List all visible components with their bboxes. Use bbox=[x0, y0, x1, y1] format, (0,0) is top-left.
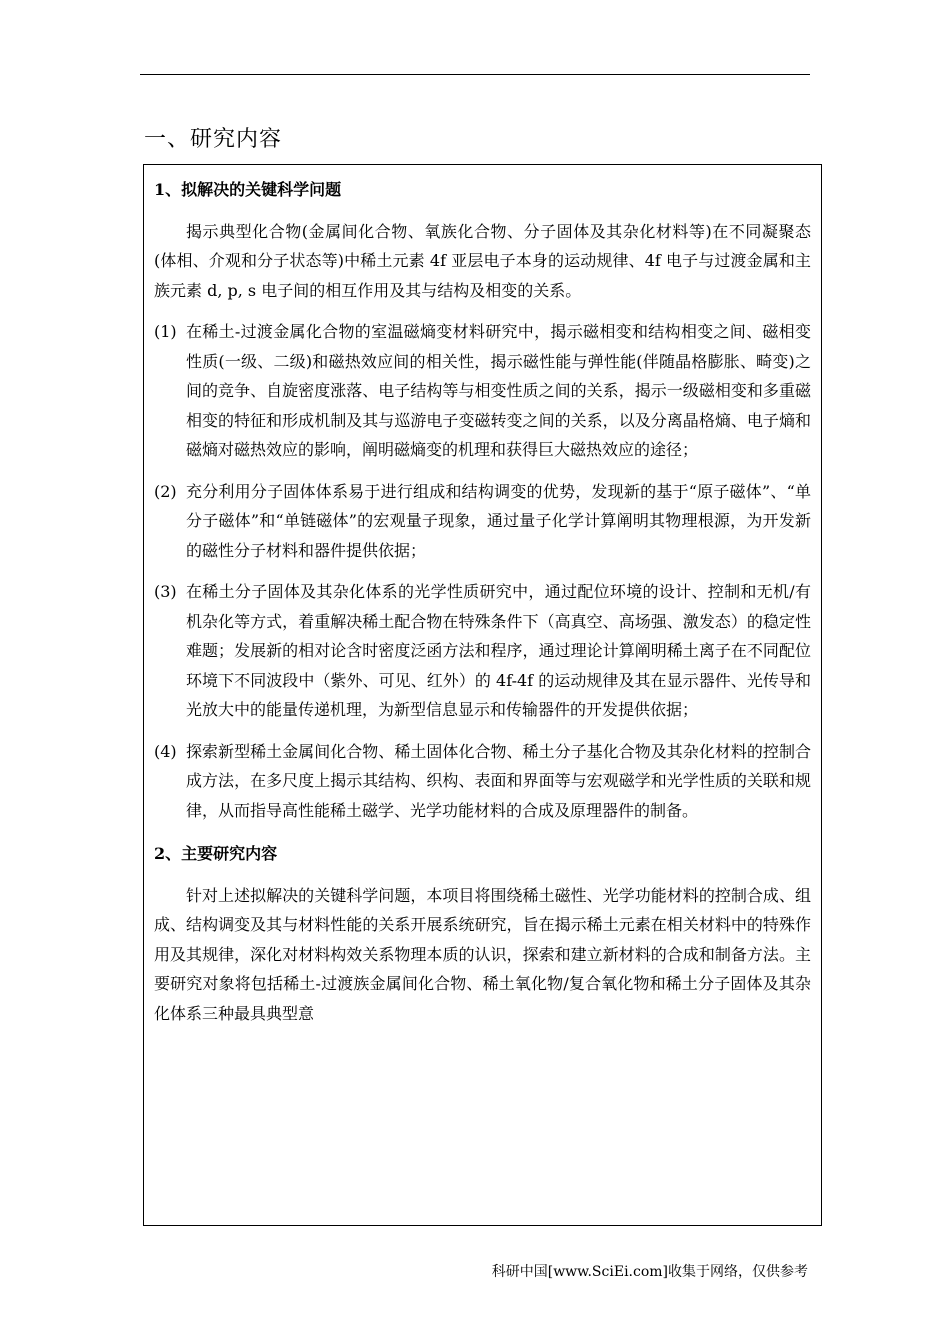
list-item-text: 在稀土分子固体及其杂化体系的光学性质研究中，通过配位环境的设计、控制和无机/有机杂化等方式，着重解决稀土配合物在特殊条件下（高真空、高场强、激发态）的稳定性难题；发展新的相对论含时密度泛函方法和程序，通过理论计算阐明稀土离子在不同配位环境下不同波段中（紫外、可见、红外）的 4f-4f 的运动规律及其在显示器件、光传导和光放大中的能量传递机理，为新型信息显示和传输器件的开发提供依据； bbox=[186, 582, 811, 719]
list-item-number: (1) bbox=[154, 322, 177, 341]
list-item bbox=[154, 317, 811, 465]
section-title: 一、研究内容 bbox=[144, 127, 283, 152]
content-box bbox=[143, 164, 822, 1226]
list-item bbox=[154, 477, 811, 566]
heading-main-research: 2、主要研究内容 bbox=[154, 844, 278, 863]
list-item-number: (4) bbox=[154, 741, 177, 761]
list-item-text: 在稀土-过渡金属化合物的室温磁熵变材料研究中，揭示磁相变和结构相变之间、磁相变性质(一级、二级)和磁热效应间的相关性，揭示磁性能与弹性能(伴随晶格膨胀、畸变)之间的竞争、自旋密度涨落、电子结构等与相变性质之间的关系，揭示一级磁相变和多重磁相变的特征和形成机制及其与巡游电子变磁转变之间的关系，以及分离晶格熵、电子熵和磁熵对磁热效应的影响，阐明磁熵变的机理和获得巨大磁热效应的途径； bbox=[186, 322, 811, 459]
footer-note: 科研中国[www.SciEi.com]收集于网络，仅供参考 bbox=[491, 1264, 808, 1280]
list-item-text: 充分利用分子固体体系易于进行组成和结构调变的优势，发现新的基于“原子磁体”、“单分子磁体”和“单链磁体”的宏观量子现象，通过量子化学计算阐明其物理根源，为开发新的磁性分子材料和器件提供依据； bbox=[186, 481, 811, 560]
list-item-number: (2) bbox=[154, 481, 177, 501]
content-inner bbox=[144, 165, 821, 1028]
intro-paragraph: 揭示典型化合物(金属间化合物、氧族化合物、分子固体及其杂化材料等)在不同凝聚态(体相、介观和分子状态等)中稀土元素 4f 亚层电子本身的运动规律、4f 电子与过渡金属和主族元素 d, p, s 电子间的相互作用及其与结构及相变的关系。 bbox=[154, 221, 811, 300]
list-item bbox=[154, 737, 811, 826]
heading-key-problems: 1、拟解决的关键科学问题 bbox=[154, 180, 342, 199]
main-paragraph: 针对上述拟解决的关键科学问题，本项目将围绕稀土磁性、光学功能材料的控制合成、组成、结构调变及其与材料性能的关系开展系统研究，旨在揭示稀土元素在相关材料中的特殊作用及其规律，深化对材料构效关系物理本质的认识，探索和建立新材料的合成和制备方法。主要研究对象将包括稀土-过渡族金属间化合物、稀土氧化物/复合氧化物和稀土分子固体及其杂化体系三种最具典型意 bbox=[154, 885, 811, 1023]
list-item bbox=[154, 577, 811, 725]
top-rule bbox=[140, 74, 810, 75]
list-item-number: (3) bbox=[154, 582, 177, 601]
list-item-text: 探索新型稀土金属间化合物、稀土固体化合物、稀土分子基化合物及其杂化材料的控制合成方法，在多尺度上揭示其结构、织构、表面和界面等与宏观磁学和光学性质的关联和规律，从而指导高性能稀土磁学、光学功能材料的合成及原理器件的制备。 bbox=[186, 741, 811, 820]
